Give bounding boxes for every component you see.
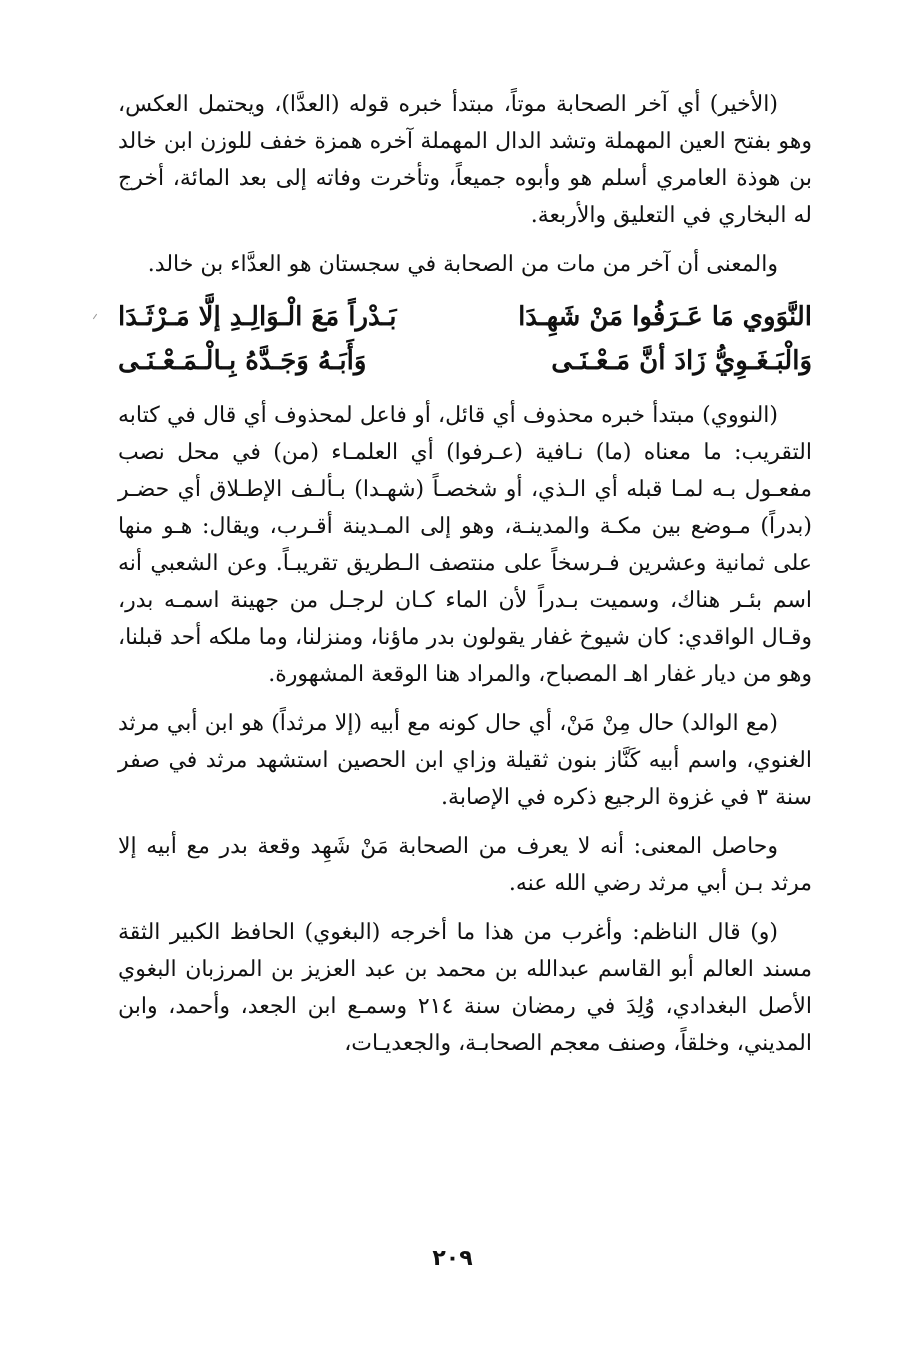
verse-1-first-hemistich: النَّوَوي مَا عَـرَفُوا مَنْ شَهِـدَا [518, 302, 812, 332]
verse-line-1 [118, 295, 812, 339]
paragraph-baghawi: (و) قال الناظم: وأغرب من هذا ما أخرجه (البغوي) الحافظ الكبير الثقة مسند العالم أبو القاسم عبدالله بن محمد بن عبد العزيز بن المرزبان البغوي الأصل البغدادي، وُلِدَ في رمضان سنة ٢١٤ وسمـع ابن الجعد، وأحمد، وابن المديني، وخلقاً، وصنف معجم الصحابـة، والجعديـات، [118, 920, 813, 1056]
verse-line-2 [118, 339, 812, 383]
verse-1-second-hemistich: بَـدْراً مَعَ الْـوَالِـدِ إلَّا مَـرْثَـدَا [118, 302, 397, 332]
poem-verses [118, 295, 812, 383]
page-body [118, 86, 812, 1074]
paragraph-nawawi: (النووي) مبتدأ خبره محذوف أي قائل، أو فاعل لمحذوف أي قال في كتابه التقريب: ما معناه (ما) نـافية (عـرفوا) أي العلمـاء (من) في محل نصب مفعـول بـه لمـا قبله أي الـذي، أو شخصـاً (شهـدا) بـألـف الإطـلاق أي حضـر (بدراً) مـوضع بين مكـة والمدينـة، وهو إلى المـدينة أقـرب، ويقال: هـو منها على ثمانية وعشرين فـرسخاً على منتصف الـطريق تقريبـاً. وعن الشعبي أنه اسم بئـر هناك، وسميت بـدراً لأن الماء كـان لرجـل من جهينة اسمـه بدر، وقـال الواقدي: كان شيوخ غفار يقولون بدر ماؤنا، ومنزلنا، وما ملكه أحد قبلنا، وهو من ديار غفار اهـ المصباح، والمراد هنا الوقعة المشهورة. [118, 403, 812, 687]
verse-2-first-hemistich: وَالْبَـغَـوِيُّ زَادَ أنَّ مَـعْـنَـى [551, 346, 812, 376]
verse-2-second-hemistich: وَأَبَـهُ وَجَـدَّهُ بِـالْـمَـعْـنَـى [118, 346, 367, 376]
paragraph-meaning-sijistan: والمعنى أن آخر من مات من الصحابة في سجستان هو العدَّاء بن خالد. [147, 252, 778, 277]
paragraph-ma-al-walid: (مع الوالد) حال مِنْ مَنْ، أي حال كونه مع أبيه (إلا مرثداً) هو ابن أبي مرثد الغنوي، واسم أبيه كَنَّاز بنون ثقيلة وزاي ابن الحصين استشهد مرثد في صفر سنة ٣ في غزوة الرجيع ذكره في الإصابة. [118, 711, 812, 810]
paragraph-hasil-al-mana: وحاصل المعنى: أنه لا يعرف من الصحابة مَنْ شَهِد وقعة بدر مع أبيه إلا مرثد بـن أبي مرثد رضي الله عنه. [118, 834, 812, 896]
margin-pencil-mark [93, 314, 97, 319]
page-number: ٢٠٩ [432, 1246, 473, 1271]
paragraph-al-akheer: (الأخير) أي آخر الصحابة موتاً، مبتدأ خبره قوله (العدَّا)، ويحتمل العكس، وهو بفتح العين المهملة وتشد الدال المهملة آخره همزة خفف للوزن ابن خالد بن هوذة العامري أسلم هو وأبوه جميعاً، وتأخرت وفاته إلى بعد المائة، أخرج له البخاري في التعليق والأربعة. [118, 92, 812, 228]
